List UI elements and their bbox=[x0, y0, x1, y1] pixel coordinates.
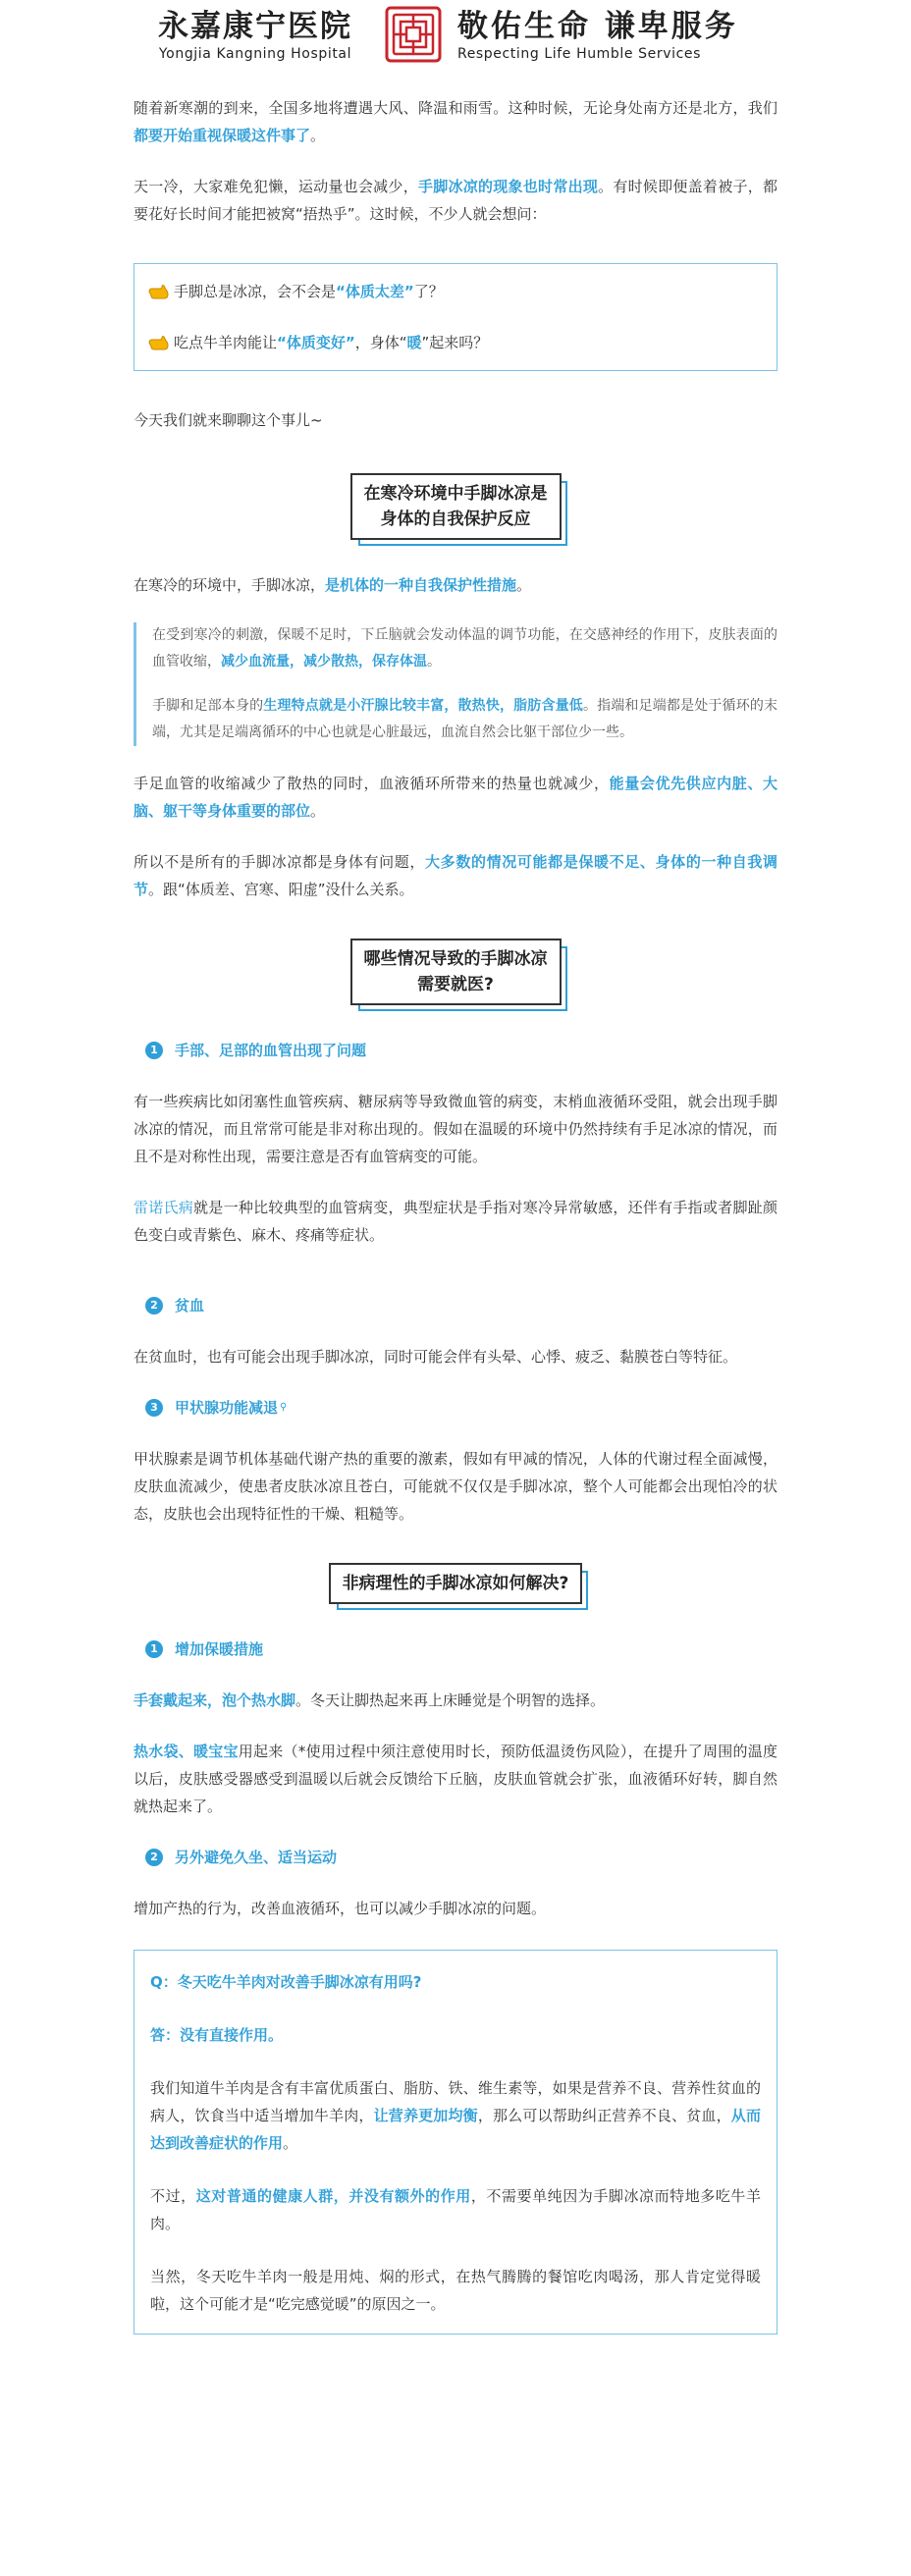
number-badge: 1 bbox=[145, 1042, 163, 1059]
section-2-item-1-paragraph-2: 雷诺氏病就是一种比较典型的血管病变，典型症状是手指对寒冷异常敏感，还伴有手指或者脚趾颜色变白或青紫色、麻木、疼痛等症状。 bbox=[134, 1199, 777, 1244]
qa-answer: 答：没有直接作用。 bbox=[150, 2026, 284, 2044]
intro-paragraph-3: 今天我们就来聊聊这个事儿~ bbox=[134, 411, 323, 429]
qa-paragraph-2: 不过，这对普通的健康人群，并没有额外的作用，不需要单纯因为手脚冰凉而特地多吃牛羊肉。 bbox=[150, 2187, 761, 2232]
hospital-name-en: Yongjia Kangning Hospital bbox=[158, 46, 352, 62]
section-3-item-2-heading: 2 另外避免久坐、适当运动 bbox=[145, 1844, 777, 1871]
section-1-paragraph-3: 所以不是所有的手脚冰凉都是身体有问题，大多数的情况可能都是保暖不足、身体的一种自我调节。跟“体质差、宫寒、阳虚”没什么关系。 bbox=[134, 853, 777, 898]
qa-paragraph-1: 我们知道牛羊肉是含有丰富优质蛋白、脂肪、铁、维生素等，如果是营养不良、营养性贫血的病人，饮食当中适当增加牛羊肉，让营养更加均衡，那么可以帮助纠正营养不良、贫血，从而达到改善症状的作用。 bbox=[150, 2079, 761, 2152]
number-badge: 1 bbox=[145, 1640, 163, 1658]
qa-paragraph-3: 当然，冬天吃牛羊肉一般是用炖、焖的形式，在热气腾腾的餐馆吃肉喝汤，那人肯定觉得暖啦，这个可能才是“吃完感觉暖”的原因之一。 bbox=[150, 2268, 761, 2313]
intro-paragraph-1: 随着新寒潮的到来，全国多地将遭遇大风、降温和雨雪。这种时候，无论身处南方还是北方，我们都要开始重视保暖这件事了。 bbox=[134, 99, 777, 144]
hospital-logo-icon bbox=[385, 6, 442, 63]
search-icon[interactable]: ⚲ bbox=[280, 1402, 288, 1413]
section-2-item-3-heading: 3 甲状腺功能减退 ⚲ bbox=[145, 1394, 777, 1422]
section-1-quote bbox=[134, 622, 777, 746]
article-content bbox=[134, 94, 777, 2334]
section-1-title: 在寒冷环境中手脚冰凉是 身体的自我保护反应 bbox=[350, 473, 562, 540]
intro-paragraph-2: 天一冷，大家难免犯懒，运动量也会减少，手脚冰凉的现象也时常出现。有时候即便盖着被子，都要花好长时间才能把被窝“捂热乎”。这时候，不少人就会想问： bbox=[134, 178, 777, 223]
section-1-heading bbox=[134, 473, 777, 540]
slogan-cn: 敬佑生命 谦卑服务 bbox=[457, 9, 738, 44]
section-2-title: 哪些情况导致的手脚冰凉 需要就医? bbox=[350, 939, 562, 1005]
hospital-header bbox=[0, 0, 911, 74]
section-3-item-2-paragraph: 增加产热的行为，改善血液循环，也可以减少手脚冰凉的问题。 bbox=[134, 1900, 547, 1917]
hospital-name-block bbox=[137, 8, 373, 63]
quote-paragraph-1: 在受到寒冷的刺激，保暖不足时，下丘脑就会发动体温的调节功能，在交感神经的作用下，皮肤表面的血管收缩，减少血流量，减少散热，保存体温。 bbox=[152, 627, 777, 670]
section-1-paragraph-2: 手足血管的收缩减少了散热的同时，血液循环所带来的热量也就减少，能量会优先供应内脏、大脑、躯干等身体重要的部位。 bbox=[134, 775, 777, 820]
pointing-hand-icon bbox=[148, 334, 170, 351]
section-1-paragraph-1: 在寒冷的环境中，手脚冰凉，是机体的一种自我保护性措施。 bbox=[134, 576, 532, 594]
number-badge: 2 bbox=[145, 1297, 163, 1315]
section-2-heading bbox=[134, 939, 777, 1005]
section-2-item-1-paragraph-1: 有一些疾病比如闭塞性血管疾病、糖尿病等导致微血管的病变，末梢血液循环受阻，就会出现手脚冰凉的情况，而且常常可能是非对称出现的。假如在温暖的环境中仍然持续有手足冰凉的情况，而且不是对称性出现，需要注意是否有血管病变的可能。 bbox=[134, 1093, 777, 1165]
pointing-hand-icon bbox=[148, 283, 170, 300]
question-box bbox=[134, 263, 777, 371]
qa-question: Q：冬天吃牛羊肉对改善手脚冰凉有用吗? bbox=[150, 1973, 422, 1991]
section-3-heading bbox=[134, 1563, 777, 1604]
number-badge: 3 bbox=[145, 1399, 163, 1417]
number-badge: 2 bbox=[145, 1849, 163, 1866]
section-3-item-1-heading: 1 增加保暖措施 bbox=[145, 1636, 777, 1663]
section-3-title: 非病理性的手脚冰凉如何解决? bbox=[329, 1563, 583, 1604]
slogan-en: Respecting Life Humble Services bbox=[457, 46, 701, 62]
section-2-item-2-paragraph: 在贫血时，也有可能会出现手脚冰凉，同时可能会伴有头晕、心悸、疲乏、黏膜苍白等特征。 bbox=[134, 1348, 738, 1366]
section-2-item-1-heading: 1 手部、足部的血管出现了问题 bbox=[145, 1037, 777, 1064]
section-2-item-2-heading: 2 贫血 bbox=[145, 1292, 777, 1319]
slogan-block bbox=[457, 8, 781, 63]
question-line-1: 手脚总是冰凉，会不会是 “体质太差” 了？ bbox=[148, 278, 763, 305]
question-line-2: 吃点牛羊肉能让 “体质变好” ，身体“ 暖 ”起来吗？ bbox=[148, 329, 763, 356]
section-3-item-1-paragraph-1: 手套戴起来，泡个热水脚。冬天让脚热起来再上床睡觉是个明智的选择。 bbox=[134, 1691, 606, 1709]
qa-box bbox=[134, 1950, 777, 2334]
section-3-item-1-paragraph-2: 热水袋、暖宝宝用起来（*使用过程中须注意使用时长，预防低温烫伤风险），在提升了周围的温度以后，皮肤感受器感受到温暖以后就会反馈给下丘脑，皮肤血管就会扩张，血液循环好转，脚自然就热起来了。 bbox=[134, 1743, 777, 1815]
quote-paragraph-2: 手脚和足部本身的生理特点就是小汗腺比较丰富，散热快，脂肪含量低。指端和足端都是处于循环的末端，尤其是足端离循环的中心也就是心脏最远，血流自然会比躯干部位少一些。 bbox=[152, 698, 778, 740]
hospital-name-cn: 永嘉康宁医院 bbox=[158, 9, 352, 44]
section-2-item-3-paragraph: 甲状腺素是调节机体基础代谢产热的重要的激素，假如有甲减的情况，人体的代谢过程全面减慢，皮肤血流减少，使患者皮肤冰凉且苍白，可能就不仅仅是手脚冰凉，整个人可能都会出现怕冷的状态，皮肤也会出现特征性的干燥、粗糙等。 bbox=[134, 1450, 777, 1523]
